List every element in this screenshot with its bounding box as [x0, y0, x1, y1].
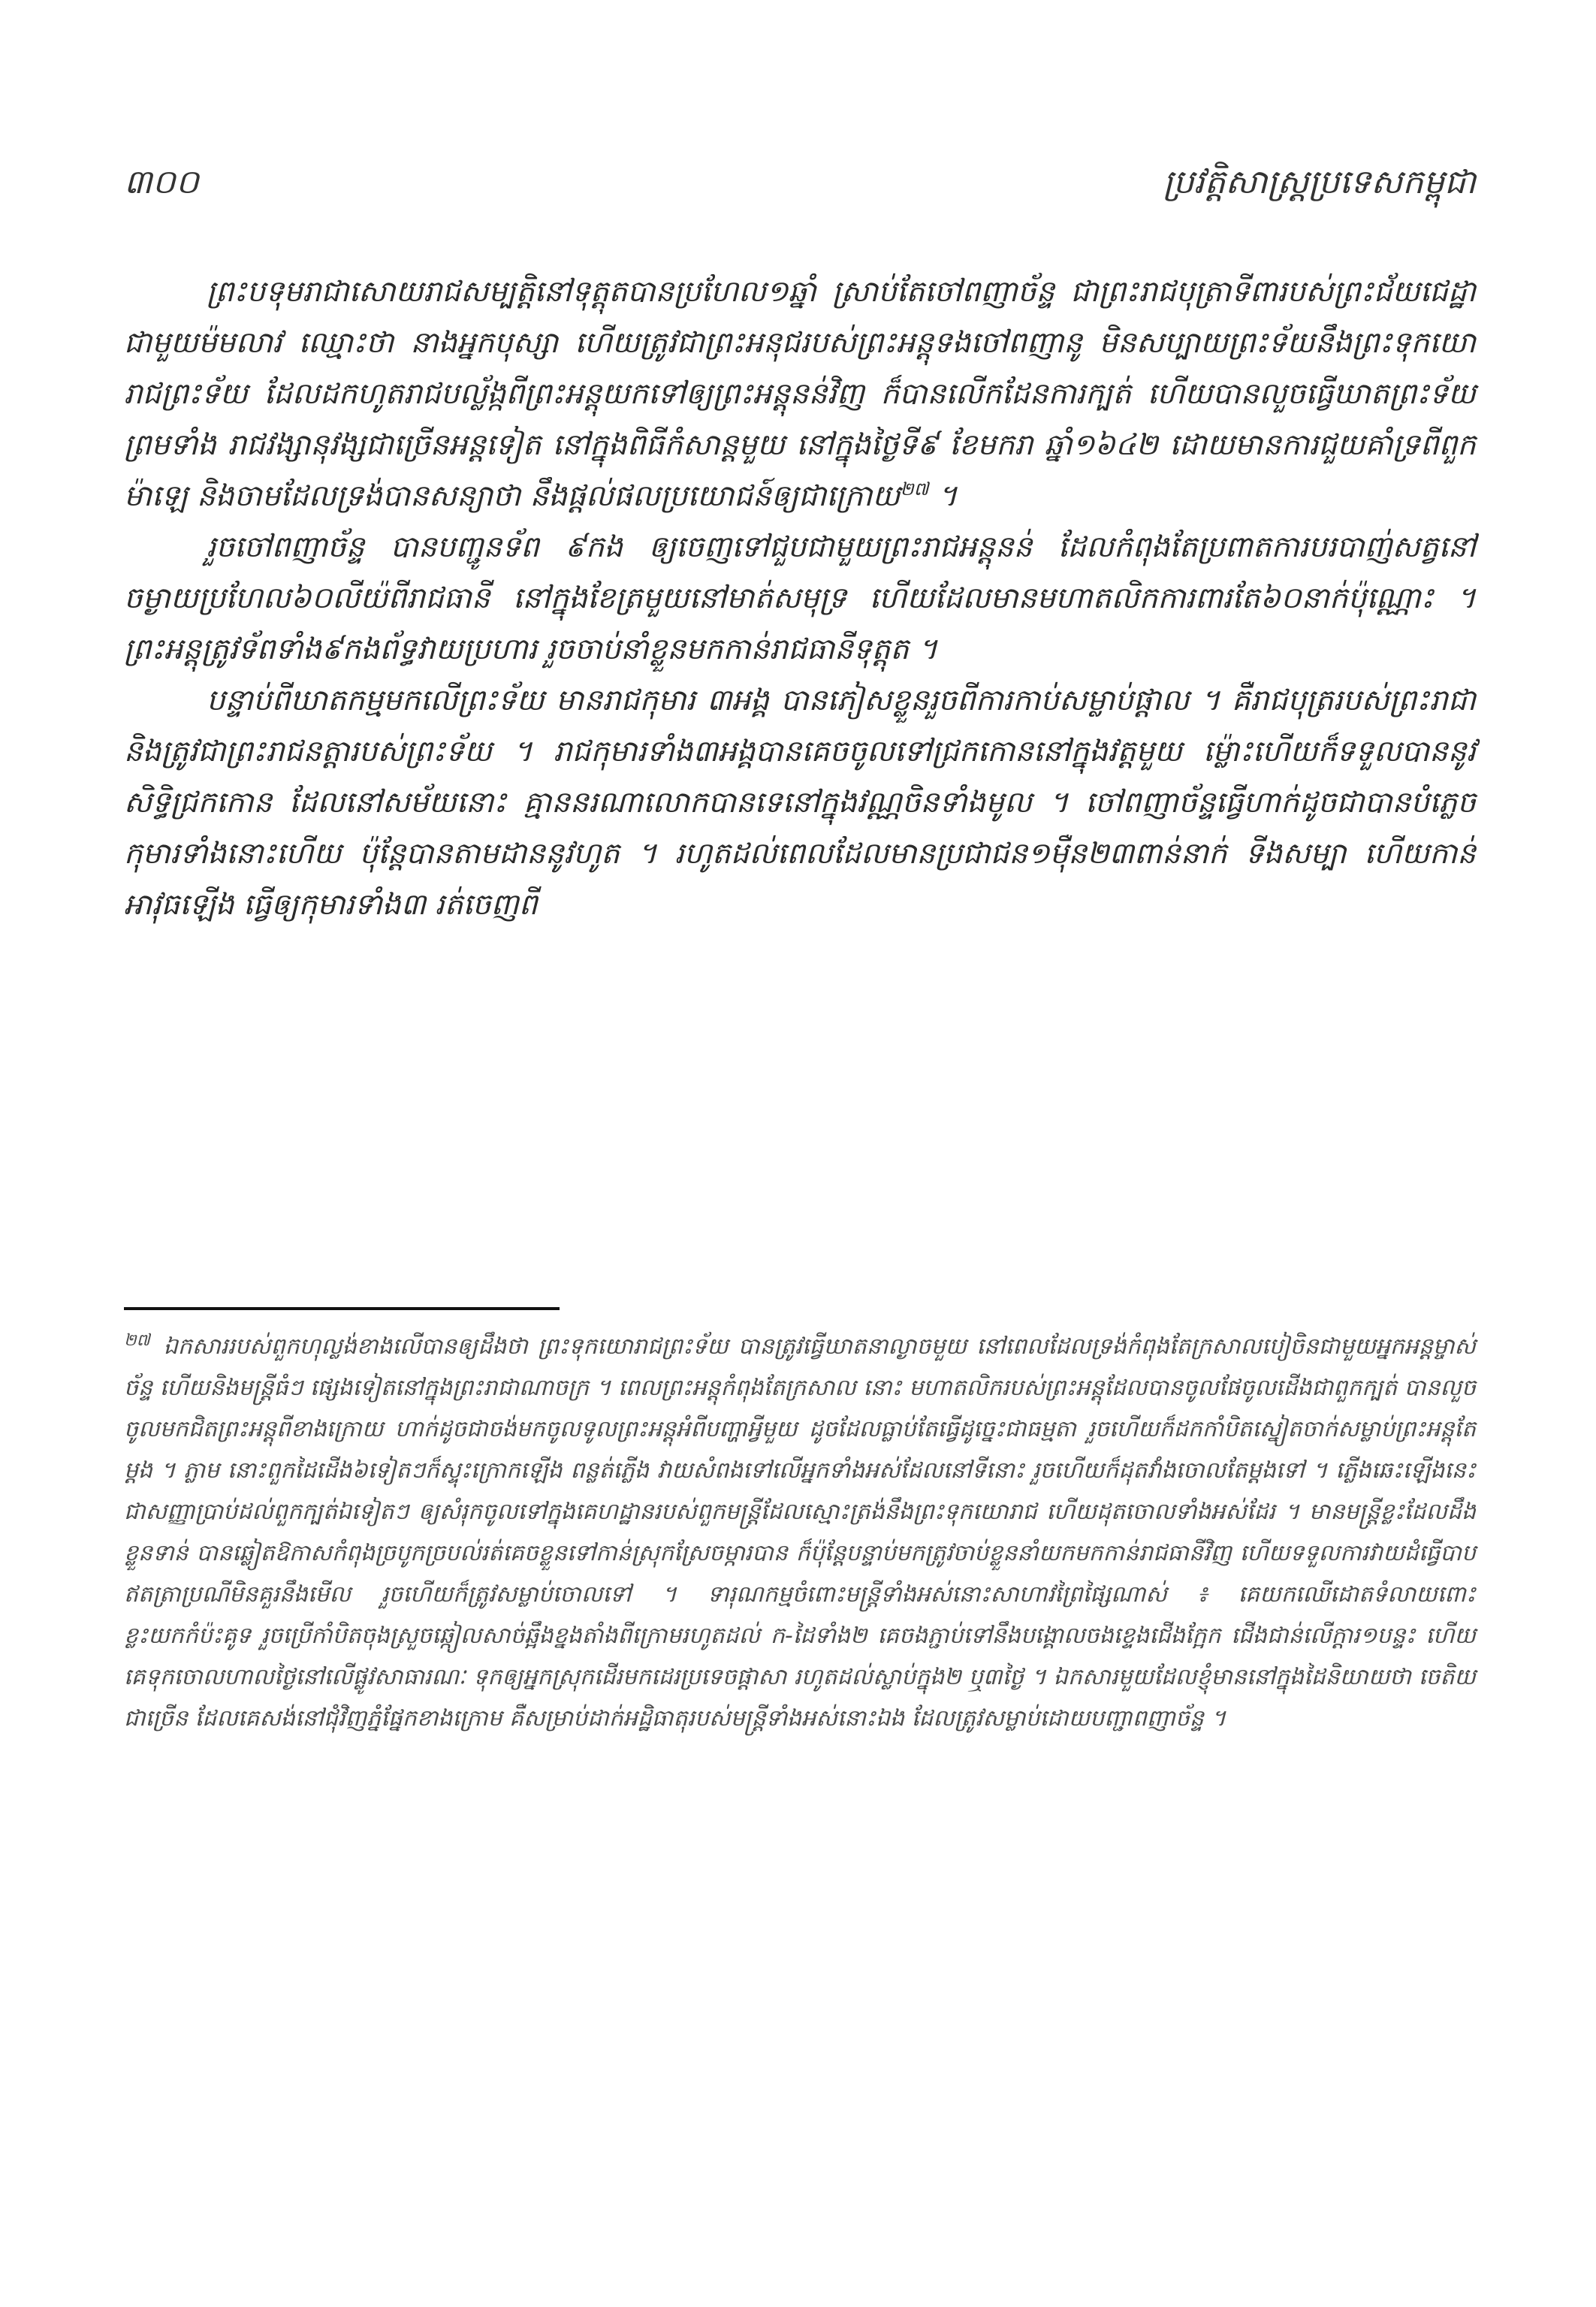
paragraph-3-text: បន្ទាប់ពីឃាតកម្មមកលើព្រះទ័យ មានរាជកុមារ ៣អង្គ បានភៀសខ្លួនរួចពីការកាប់សម្លាប់ផ្តាល ។ គឺរាជបុត្ររបស់ព្រះរាជា និងត្រូវជាព្រះរាជនត្តារបស់ព្រះទ័យ ។ រាជកុមារទាំង៣អង្គបានគេចចូលទៅជ្រកកោននៅក្នុងវត្តមួយ ម្ល៉ោះហើយក៏ទទួលបាននូវសិទ្ធិជ្រកកោន ដែលនៅសម័យនោះ គ្មាននរណាលោកបានទេនៅក្នុងវណ្ណចិនទាំងមូល ។ ចៅពញាច័ន្ទធ្វើហាក់ដូចជាបានបំភ្លេចកុមារទាំងនោះហើយ ប៉ុន្តែបានតាមដាននូវហូត ។ រហូតដល់ពេលដែលមានប្រជាជន១ម៉ឺន២៣ពាន់នាក់ ទីងសម្បា ហើយកាន់អាវុធឡើង ធ្វើឲ្យកុមារទាំង៣ រត់ចេញពី	[124, 684, 1476, 922]
paragraph-2-text: រួចចៅពញាច័ន្ទ បានបញ្ជូនទ័ព ៩កង ឲ្យចេញទៅជួបជាមួយព្រះរាជអន្តុនន់ ដែលកំពុងតែប្រពាតការបរបាញ់សត្វនៅចម្ងាយប្រហែល៦០លីយ៉ពីរាជធានី នៅក្នុងខែត្រមួយនៅមាត់សមុទ្រ ហើយដែលមានមហាតលិកការពារតែ៦០នាក់ប៉ុណ្ណោះ ។ ព្រះអន្តុត្រូវទ័ពទាំង៩កងព័ទ្ធវាយប្រហារ រួចចាប់នាំខ្លួនមកកាន់រាជធានីទុត្តុត ។	[124, 530, 1476, 666]
footnotes-section	[124, 1326, 1476, 1739]
book-title: ប្រវត្តិសាស្ត្រប្រទេសកម្ពុជា	[1163, 163, 1476, 201]
page-number: ៣០០	[124, 163, 199, 201]
paragraph-2	[124, 522, 1476, 675]
footnote-27	[124, 1326, 1476, 1739]
main-text	[124, 267, 1476, 931]
paragraph-1-tail: ។	[928, 479, 958, 513]
footnote-text: ឯកសាររបស់ពួកហុល្លង់ខាងលើបានឲ្យដឹងថា ព្រះទុកយោរាជព្រះទ័យ បានត្រូវធ្វើឃាតនាល្ងាចមួយ នៅពេលដែលទ្រង់កំពុងតែក្រសាលបៀចិនជាមួយអ្នកអន្តម្ចាស់ច័ន្ទ ហើយនិងមន្ត្រីធំៗ ផ្សេងទៀតនៅក្នុងព្រះរាជាណាចក្រ ។ ពេលព្រះអន្តុកំពុងតែក្រសាល នោះ មហាតលិករបស់ព្រះអន្តុដែលបានចូលផែចូលដើងជាពួកក្បត់ បានលួចចូលមកជិតព្រះអន្តុពីខាងក្រោយ ហាក់ដូចជាចង់មកចូលទូលព្រះអន្តុអំពីបញ្ហាអ្វីមួយ ដូចដែលធ្លាប់តែធ្វើដូច្នេះជាធម្មតា រួចហើយក៏ដកកាំបិតស្នៀតចាក់សម្លាប់ព្រះអន្តុតែម្តង ។ ភ្លាម នោះពួកដៃដើង៦ទៀតៗក៏ស្ទុះក្រោកឡើង ពន្លត់ភ្លើង វាយសំពងទៅលើអ្នកទាំងអស់ដែលនៅទីនោះ រួចហើយក៏ដុតវាំងចោលតែម្តងទៅ ។ ភ្លើងឆេះឡើងនេះ ជាសញ្ញាប្រាប់ដល់ពួកក្បត់ឯទៀតៗ ឲ្យសំរុកចូលទៅក្នុងគេហដ្ឋានរបស់ពួកមន្ត្រីដែលស្មោះត្រង់នឹងព្រះទុកយោរាជ ហើយដុតចោលទាំងអស់ដែរ ។ មានមន្ត្រីខ្លះដែលដឹងខ្លួនទាន់ បានឆ្លៀតឱកាសកំពុងច្របូកច្របល់រត់គេចខ្លួនទៅកាន់ស្រុកស្រែចម្ការបាន ក៏ប៉ុន្តែបន្ទាប់មកត្រូវចាប់ខ្លួននាំយកមកកាន់រាជធានីវិញ ហើយទទួលការវាយដំធ្វើបាបឥតត្រាប្រណីមិនគួរនឹងមើល រួចហើយក៏ត្រូវសម្លាប់ចោលទៅ ។ ទារុណកម្មចំពោះមន្ត្រីទាំងអស់នោះសាហាវព្រៃផ្សៃណាស់ ៖ គេយកឈើដោតទំលាយពោះ ខ្លះយកកំប៉ះគូទ រួចប្រើកាំបិតចុងស្រួចឆ្កៀលសាច់ឆ្អឹងខ្នងតាំងពីក្រោមរហូតដល់ ក-ដៃទាំង២ គេចងភ្ជាប់ទៅនឹងបង្គោលចងខ្ទេងជើងក្អែក ជើងជាន់លើក្តារ១បន្ទះ ហើយគេទុកចោលហាលថ្ងៃនៅលើផ្លូវសាធារណៈ ទុកឲ្យអ្នកស្រុកដើរមកដេរប្រទេចផ្តាសា រហូតដល់ស្លាប់ក្នុង២ ឬ៣ថ្ងៃ ។ ឯកសារមួយដែលខ្ញុំមាននៅក្នុងដៃនិយាយថា ចេតិយជាច្រើន ដែលគេសង់នៅជុំវិញភ្នំផ្នែកខាងក្រោម គឺសម្រាប់ដាក់អដ្ឋិធាតុរបស់មន្ត្រីទាំងអស់នោះឯង ដែលត្រូវសម្លាប់ដោយបញ្ជាពញាច័ន្ទ ។	[124, 1333, 1476, 1732]
paragraph-1	[124, 267, 1476, 522]
paragraph-1-text: ព្រះបទុមរាជាសោយរាជសម្បត្តិនៅទុត្តុតបានប្រហែល១ឆ្នាំ ស្រាប់តែចៅពញាច័ន្ទ ជាព្រះរាជបុត្រាទីពារបស់ព្រះជ័យជេដ្ឋាជាមួយម៉មលាវ ឈ្មោះថា នាងអ្នកបុស្សា ហើយត្រូវជាព្រះអនុជរបស់ព្រះអន្តុទងចៅពញានូ មិនសប្បាយព្រះទ័យនឹងព្រះទុកយោរាជព្រះទ័យ ដែលដកហូតរាជបល្ល័ង្កពីព្រះអន្តុយកទៅឲ្យព្រះអន្តុនន់វិញ ក៏បានលើកដែនការក្បត់ ហើយបានលួចធ្វើឃាតព្រះទ័យព្រមទាំង រាជវង្សានុវង្សជាច្រើនអន្តទៀត នៅក្នុងពិធីកំសាន្តមួយ នៅក្នុងថ្ងៃទី៩ ខែមករា ឆ្នាំ១៦៤២ ដោយមានការជួយគាំទ្រពីពួកម៉ាឡេ និងចាមដែលទ្រង់បានសន្យាថា នឹងផ្តល់ផលប្រយោជន៍ឲ្យជាក្រោយ	[124, 275, 1476, 513]
footnote-mark: ២៧	[124, 1331, 150, 1350]
footnote-reference[interactable]: ២៧	[900, 479, 929, 500]
paragraph-3	[124, 675, 1476, 931]
running-header	[124, 162, 1476, 214]
footnote-divider	[124, 1307, 560, 1310]
